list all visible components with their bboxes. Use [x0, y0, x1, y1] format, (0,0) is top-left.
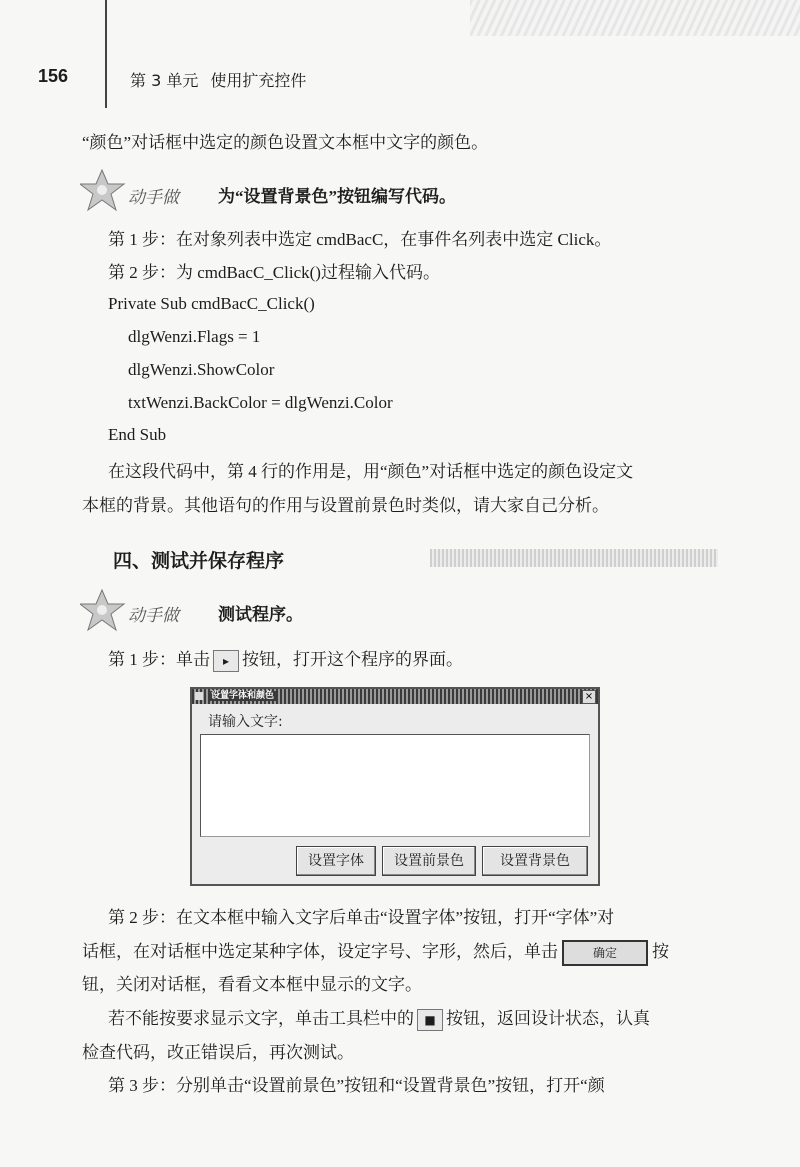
set-font-button[interactable]: 设置字体 [296, 846, 376, 876]
set-background-button[interactable]: 设置背景色 [482, 846, 588, 876]
paragraph-line: 第 2 步：在文本框中输入文字后单击“设置字体”按钮，打开“字体”对 [108, 908, 615, 927]
step-text-part: 第 1 步：单击 [108, 650, 210, 669]
header-divider [105, 0, 107, 108]
activity-tag: 动手做 [128, 188, 179, 208]
stop-button-icon[interactable]: ■ [417, 1009, 443, 1031]
paragraph-line: 本框的背景。其他语句的作用与设置前景色时类似，请大家自己分析。 [82, 496, 609, 515]
paragraph-part: 若不能按要求显示文字，单击工具栏中的 [108, 1009, 414, 1028]
dialog-window [190, 687, 600, 886]
code-line: End Sub [108, 425, 167, 444]
activity-tag: 动手做 [128, 606, 179, 626]
running-header [130, 68, 306, 91]
paragraph-part: 按钮，返回设计状态，认真 [446, 1009, 650, 1028]
unit-label: 第 3 单元 [130, 71, 199, 90]
code-line: dlgWenzi.Flags = 1 [128, 327, 261, 346]
paragraph-line [108, 1007, 650, 1031]
star-icon [80, 168, 134, 214]
intro-line: “颜色”对话框中选定的颜色设置文本框中文字的颜色。 [82, 133, 489, 152]
section-decoration [430, 549, 718, 567]
dialog-titlebar [192, 689, 598, 704]
paragraph-line: 钮，关闭对话框，看看文本框中显示的文字。 [82, 975, 422, 994]
section-heading: 四、测试并保存程序 [113, 550, 285, 572]
paragraph-line: 检查代码，改正错误后，再次测试。 [82, 1043, 354, 1062]
step-text: 第 2 步：为 cmdBacC_Click()过程输入代码。 [108, 263, 440, 282]
step-text-part: 按钮，打开这个程序的界面。 [242, 650, 463, 669]
close-icon[interactable]: × [582, 690, 596, 704]
set-foreground-button[interactable]: 设置前景色 [382, 846, 476, 876]
paragraph-line: 第 3 步：分别单击“设置前景色”按钮和“设置背景色”按钮，打开“颜 [108, 1076, 605, 1095]
paragraph-line: 在这段代码中，第 4 行的作用是，用“颜色”对话框中选定的颜色设定文 [108, 462, 634, 481]
paragraph-part: 按 [652, 942, 669, 961]
page-number: 156 [38, 66, 69, 86]
code-line: Private Sub cmdBacC_Click() [108, 294, 315, 313]
window-icon [195, 692, 203, 700]
code-line: dlgWenzi.ShowColor [128, 360, 275, 379]
dialog-title: 设置字体和颜色 [208, 691, 277, 701]
header-decoration [470, 0, 800, 36]
ok-button[interactable]: 确定 [562, 940, 648, 966]
prompt-label: 请输入文字: [208, 714, 283, 730]
unit-name: 使用扩充控件 [210, 71, 307, 90]
run-button-icon[interactable]: ▸ [213, 650, 239, 672]
activity-title: 为“设置背景色”按钮编写代码。 [218, 187, 456, 206]
code-line: txtWenzi.BackColor = dlgWenzi.Color [128, 393, 393, 412]
paragraph-line [82, 940, 669, 966]
step-text [108, 648, 463, 672]
star-icon [80, 588, 134, 634]
activity-title: 测试程序。 [218, 605, 303, 624]
text-input[interactable] [200, 734, 590, 837]
paragraph-part: 话框，在对话框中选定某种字体，设定字号、字形，然后，单击 [82, 942, 558, 961]
step-text: 第 1 步：在对象列表中选定 cmdBacC，在事件名列表中选定 Click。 [108, 230, 612, 249]
